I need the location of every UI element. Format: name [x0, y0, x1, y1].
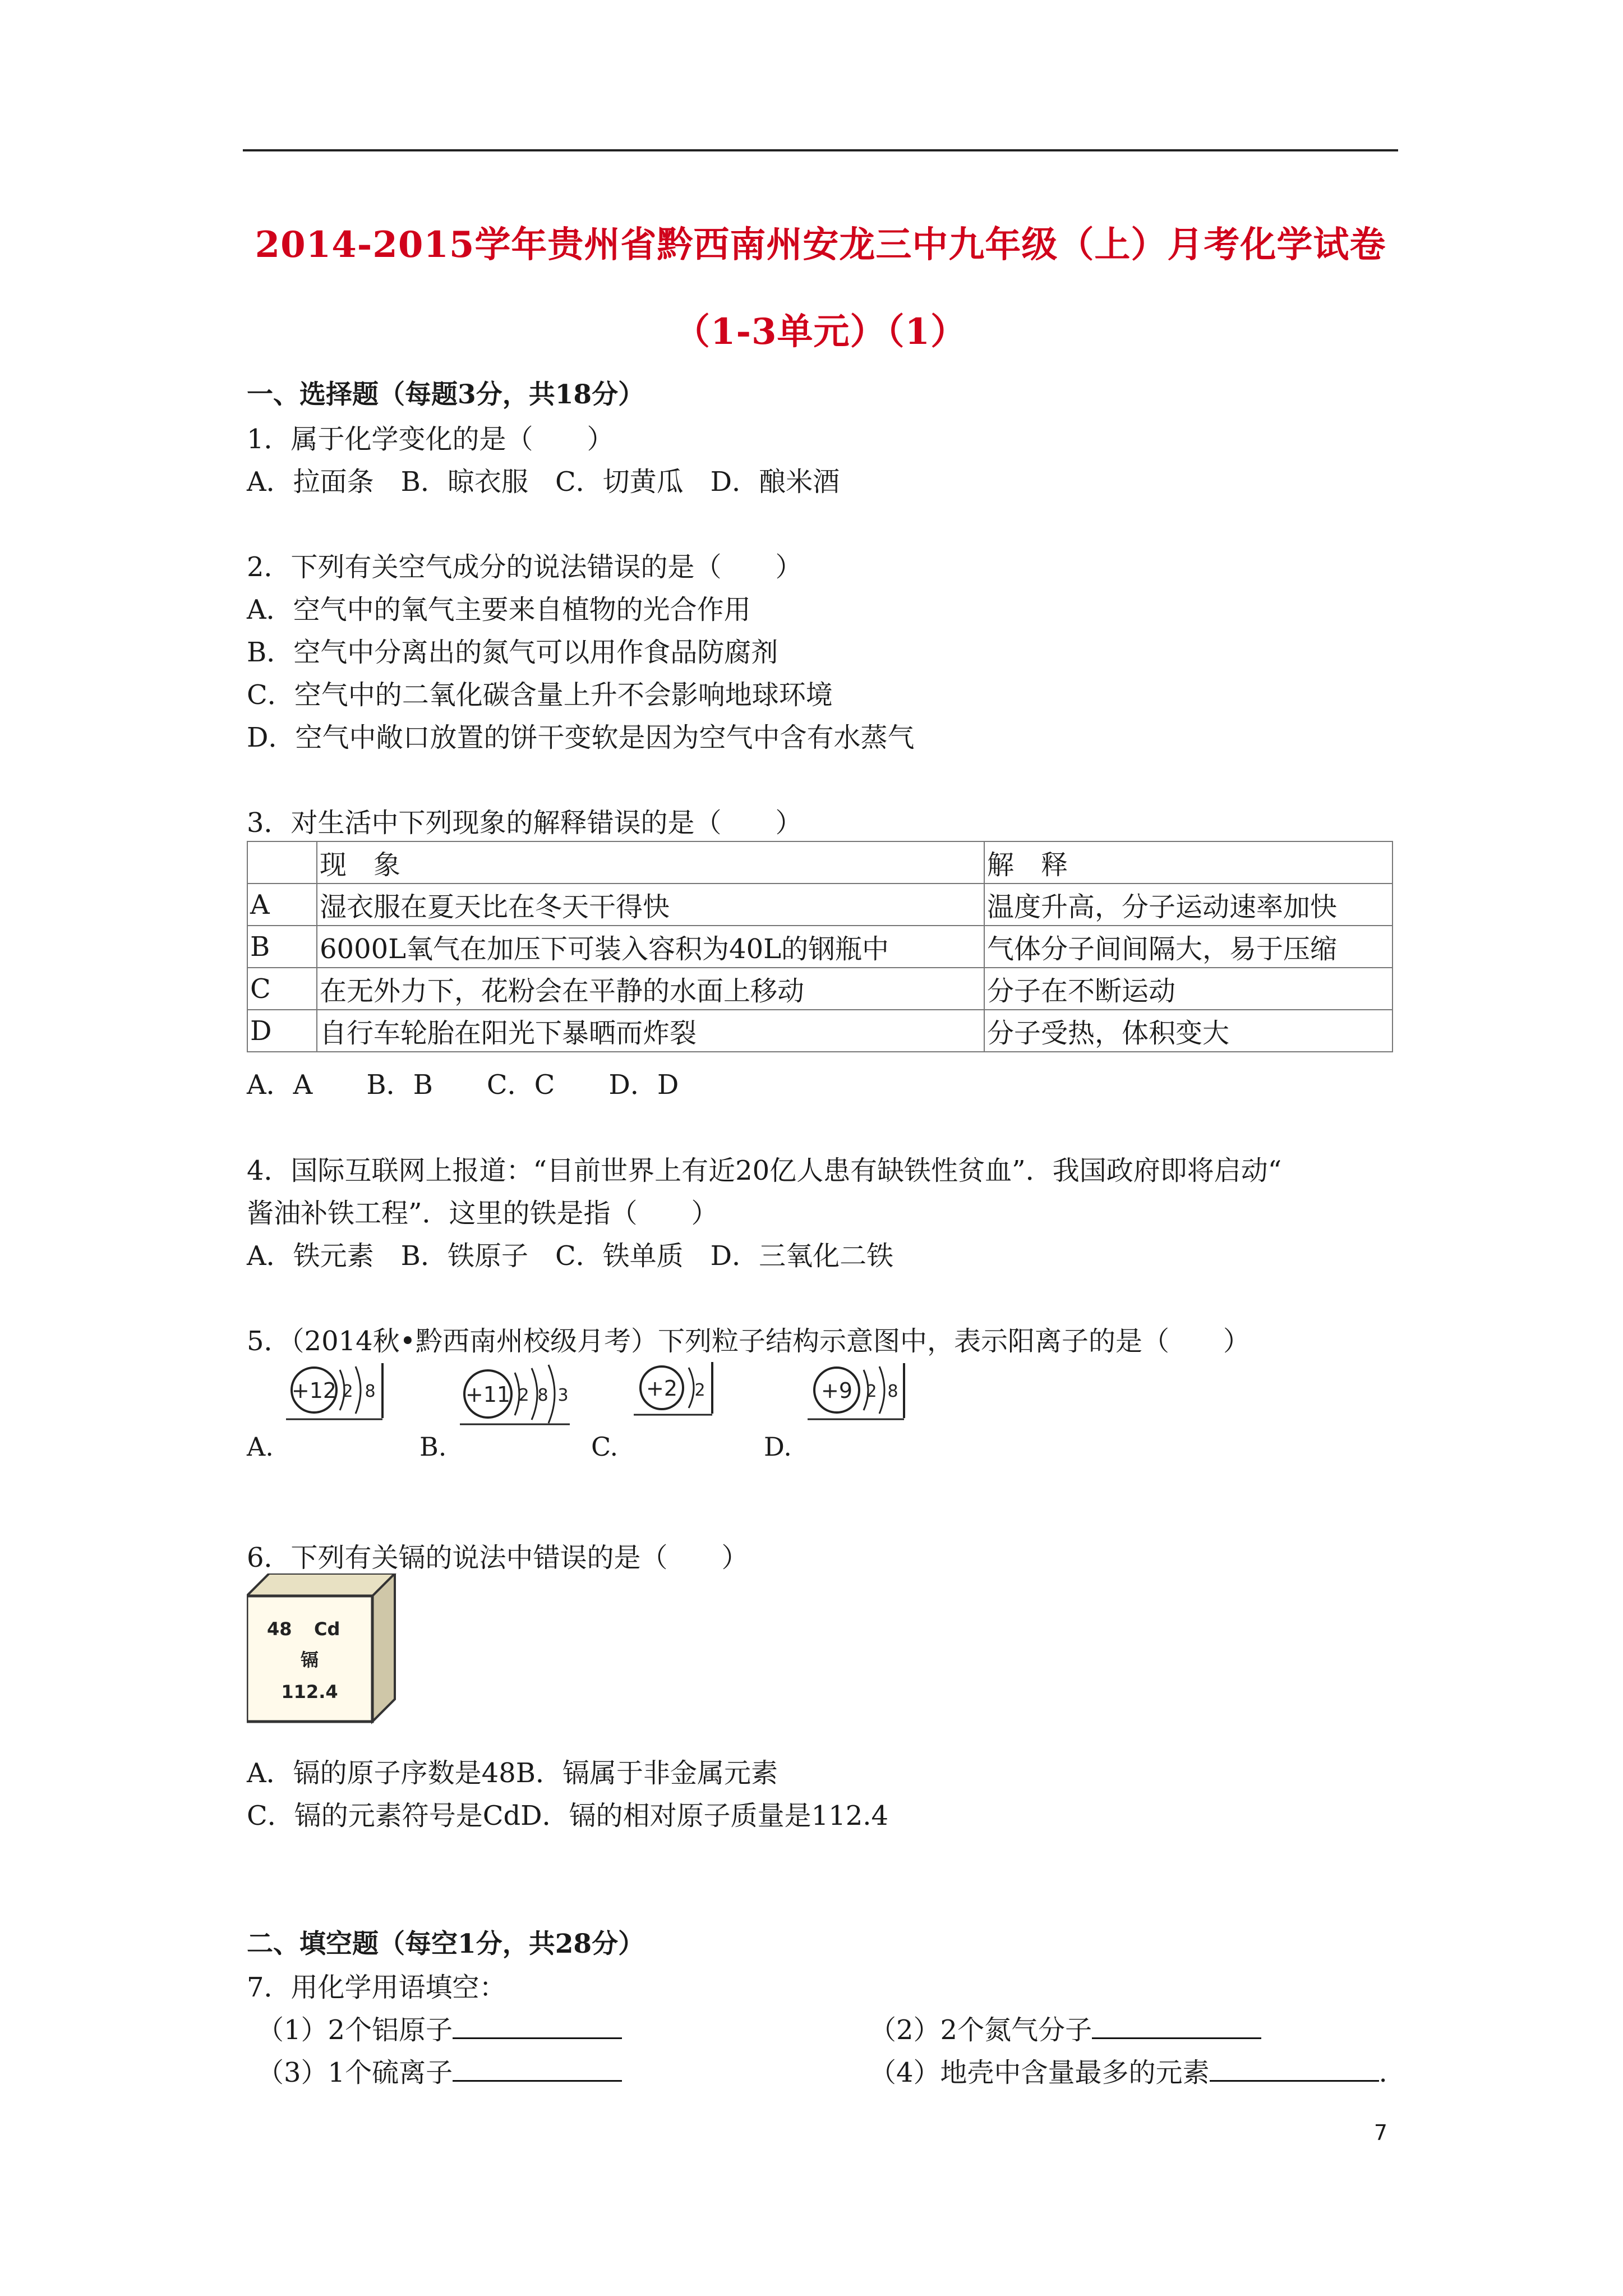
table-cell: B [247, 926, 317, 968]
cadmium-element-tile [247, 1573, 398, 1725]
shell-electrons: 8 [537, 1386, 548, 1405]
end-period: . [1378, 2057, 1387, 2088]
question-7-stem: 7．用化学用语填空： [247, 1972, 506, 2003]
question-2-option-a: A．空气中的氧气主要来自植物的光合作用 [247, 594, 751, 625]
question-2-option-b: B．空气中分离出的氮气可以用作食品防腐剂 [247, 637, 778, 668]
table-cell: 在无外力下，花粉会在平静的水面上移动 [317, 968, 984, 1010]
table-cell: A [247, 884, 317, 926]
atom-diagram-d [808, 1358, 909, 1424]
option-label-d: D. [764, 1432, 792, 1462]
table-header-cell [247, 841, 317, 884]
table-cell: 湿衣服在夏天比在冬天干得快 [317, 884, 984, 926]
question-4-options: A．铁元素 B．铁原子 C．铁单质 D．三氧化二铁 [247, 1240, 894, 1272]
option-label-a: A. [247, 1432, 274, 1462]
question-7-item-1 [257, 2008, 622, 2047]
shell-electrons: 8 [887, 1382, 898, 1401]
question-6-options-line-2: C．镉的元素符号是CdD．镉的相对原子质量是112.4 [247, 1800, 889, 1832]
question-7-item-2 [869, 2008, 1261, 2047]
question-6-options-line-1: A．镉的原子序数是48B．镉属于非金属元素 [247, 1757, 778, 1789]
question-3-stem: 3．对生活中下列现象的解释错误的是（ ） [247, 807, 803, 839]
section-heading-choice: 一、选择题（每题3分，共18分） [247, 379, 645, 410]
nucleus-charge: +12 [291, 1378, 337, 1403]
question-2-stem: 2．下列有关空气成分的说法错误的是（ ） [247, 551, 803, 583]
option-label-c: C. [591, 1432, 619, 1462]
atom-diagram-b [460, 1360, 578, 1427]
shell-electrons: 2 [518, 1386, 529, 1405]
table-header-cell: 解 释 [984, 841, 1393, 884]
nucleus-charge: +2 [645, 1376, 678, 1401]
page-number: 7 [1373, 2120, 1387, 2145]
question-5-stem: 5．（2014秋•黔西南州校级月考）下列粒子结构示意图中，表示阳离子的是（ ） [247, 1326, 1251, 1357]
answer-blank[interactable] [1092, 2015, 1261, 2039]
table-row [247, 968, 1393, 1010]
item-label: （3）1个硫离子 [257, 2057, 453, 2088]
item-label: （4）地壳中含量最多的元素 [869, 2057, 1210, 2088]
question-1-stem: 1．属于化学变化的是（ ） [247, 424, 614, 455]
answer-blank[interactable] [453, 2058, 622, 2082]
table-cell: 分子在不断运动 [984, 968, 1393, 1010]
atom-diagram-a [286, 1358, 393, 1424]
question-3-options: A．A B．B C．C D．D [247, 1069, 679, 1101]
answer-blank[interactable] [453, 2015, 622, 2039]
page-title: 2014-2015学年贵州省黔西南州安龙三中九年级（上）月考化学试卷 [255, 224, 1386, 266]
table-cell: 分子受热，体积变大 [984, 1010, 1393, 1052]
table-row [247, 884, 1393, 926]
question-3-table [247, 841, 1393, 1052]
question-7-item-4 [869, 2051, 1387, 2090]
question-1-options: A．拉面条 B．晾衣服 C．切黄瓜 D．酿米酒 [247, 466, 840, 498]
table-cell: 6000L氧气在加压下可装入容积为40L的钢瓶中 [317, 926, 984, 968]
table-header-row [247, 841, 1393, 884]
atom-diagram-c [634, 1358, 729, 1424]
table-cell: C [247, 968, 317, 1010]
shell-electrons: 2 [342, 1382, 353, 1401]
table-header-cell: 现 象 [317, 841, 984, 884]
atomic-mass: 112.4 [281, 1681, 338, 1703]
shell-electrons: 2 [694, 1381, 706, 1400]
item-label: （1）2个铝原子 [257, 2014, 453, 2046]
atomic-number: 48 [267, 1618, 292, 1640]
item-label: （2）2个氮气分子 [869, 2014, 1092, 2046]
question-4-line-1: 4．国际互联网上报道：“目前世界上有近20亿人患有缺铁性贫血”．我国政府即将启动“ [247, 1155, 1282, 1186]
header-rule [243, 149, 1398, 151]
shell-electrons: 8 [365, 1382, 376, 1401]
table-cell: D [247, 1010, 317, 1052]
table-row [247, 1010, 1393, 1052]
page-subtitle: （1-3单元）（1） [674, 311, 967, 353]
answer-blank[interactable] [1210, 2058, 1379, 2082]
option-label-b: B. [419, 1432, 447, 1462]
table-row [247, 926, 1393, 968]
question-7-item-3 [257, 2051, 622, 2090]
question-2-option-c: C．空气中的二氧化碳含量上升不会影响地球环境 [247, 679, 833, 711]
table-cell: 气体分子间间隔大，易于压缩 [984, 926, 1393, 968]
element-symbol: Cd [314, 1618, 340, 1640]
table-cell: 温度升高，分子运动速率加快 [984, 884, 1393, 926]
element-name: 镉 [300, 1649, 319, 1671]
nucleus-charge: +9 [820, 1378, 853, 1403]
question-6-stem: 6．下列有关镉的说法中错误的是（ ） [247, 1542, 749, 1573]
question-4-line-2: 酱油补铁工程”．这里的铁是指（ ） [247, 1198, 718, 1229]
table-cell: 自行车轮胎在阳光下暴晒而炸裂 [317, 1010, 984, 1052]
nucleus-charge: +11 [465, 1382, 511, 1407]
shell-electrons: 3 [557, 1386, 569, 1405]
question-2-option-d: D．空气中敞口放置的饼干变软是因为空气中含有水蒸气 [247, 722, 915, 753]
shell-electrons: 2 [866, 1382, 877, 1401]
section-heading-fill: 二、填空题（每空1分，共28分） [247, 1929, 645, 1959]
